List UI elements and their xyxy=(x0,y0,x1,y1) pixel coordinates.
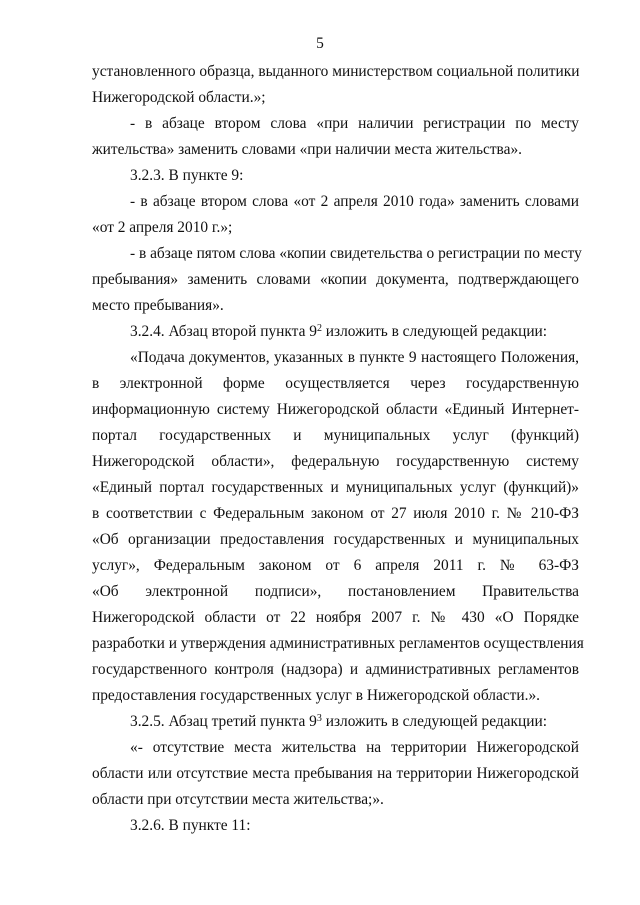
text-line: портал государственных и муниципальных услуг (функций) xyxy=(92,427,579,444)
text-line xyxy=(130,322,579,342)
text-line: государственного контроля (надзора) и административных регламентов xyxy=(92,661,579,678)
text-line: «Подача документов, указанных в пункте 9 настоящего Положения, xyxy=(130,349,579,366)
text-segment: изложить в следующей редакции: xyxy=(321,713,547,730)
text-line: «Об организации предоставления государственных и муниципальных xyxy=(92,531,579,548)
text-line: в соответствии с Федеральным законом от 27 июля 2010 г. № 210-ФЗ xyxy=(92,505,579,522)
text-line: 3.2.3. В пункте 9: xyxy=(130,167,244,184)
text-line: Нижегородской области.»; xyxy=(92,89,266,106)
text-line: - в абзаце втором слова «от 2 апреля 2010 года» заменить словами xyxy=(130,193,579,210)
text-line: жительства» заменить словами «при наличии места жительства». xyxy=(92,141,522,158)
page-number: 5 xyxy=(316,35,324,52)
text-line: «Об электронной подписи», постановлением Правительства xyxy=(92,583,579,600)
text-line: услуг», Федеральным законом от 6 апреля 2011 г. № 63-ФЗ xyxy=(92,557,579,574)
text-line: - в абзаце пятом слова «копии свидетельства о регистрации по месту xyxy=(130,245,582,262)
text-segment: 3.2.4. Абзац второй пункта 9 xyxy=(130,323,317,340)
text-line: 3.2.6. В пункте 11: xyxy=(130,817,251,834)
text-line: предоставления государственных услуг в Нижегородской области.». xyxy=(92,687,540,704)
text-line: информационную систему Нижегородской области «Единый Интернет- xyxy=(92,401,579,418)
text-line: области или отсутствие места пребывания на территории Нижегородской xyxy=(92,765,579,782)
text-line: Нижегородской области», федеральную государственную систему xyxy=(92,453,579,470)
text-line: Нижегородской области от 22 ноября 2007 г. № 430 «О Порядке xyxy=(92,609,579,626)
text-segment: 3.2.5. Абзац третий пункта 9 xyxy=(130,713,317,730)
text-line: «- отсутствие места жительства на территории Нижегородской xyxy=(130,739,579,756)
text-segment: изложить в следующей редакции: xyxy=(321,323,548,340)
text-line: - в абзаце втором слова «при наличии регистрации по месту xyxy=(130,115,579,132)
text-line: место пребывания». xyxy=(92,297,224,314)
text-line: пребывания» заменить словами «копии документа, подтверждающего xyxy=(92,271,579,288)
text-line xyxy=(130,712,579,732)
text-line: «от 2 апреля 2010 г.»; xyxy=(92,219,233,236)
superscript: 3 xyxy=(316,713,322,724)
superscript: 2 xyxy=(316,323,322,334)
text-line: области при отсутствии места жительства;». xyxy=(92,791,384,808)
text-line: разработки и утверждения административных регламентов осуществления xyxy=(92,635,584,652)
text-line: установленного образца, выданного министерством социальной политики xyxy=(92,63,580,80)
text-line: «Единый портал государственных и муниципальных услуг (функций)» xyxy=(92,479,579,496)
text-line: в электронной форме осуществляется через государственную xyxy=(92,375,579,392)
